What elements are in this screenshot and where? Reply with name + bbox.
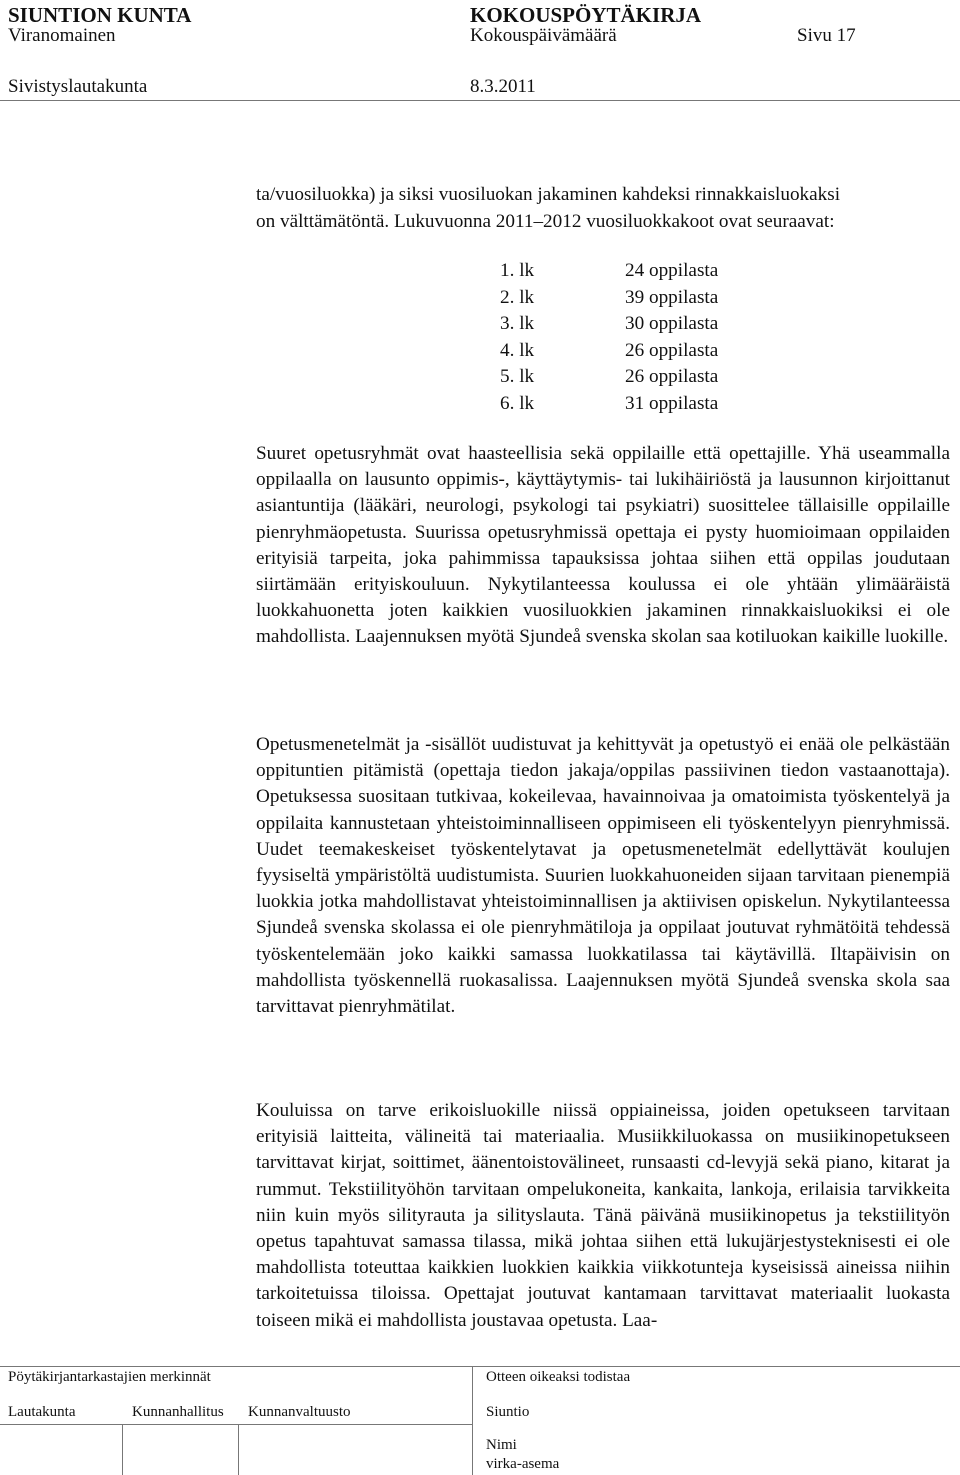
grade: 5. lk [500, 366, 535, 387]
list-item [500, 338, 718, 365]
certified-label: Otteen oikeaksi todistaa [486, 1369, 631, 1385]
authority-label: Viranomainen [8, 25, 116, 46]
list-item [500, 364, 718, 391]
intro-line-1: ta/vuosiluokka) ja siksi vuosiluokan jakaminen kahdeksi rinnakkaisluokaksi [256, 184, 841, 205]
body-lautakunta: Lautakunta [8, 1404, 76, 1420]
paragraph-class-sizes: Suuret opetusryhmät ovat haasteellisia sekä oppilaille että opettajille. Yhä useammalla oppilaalla on lausunto oppimis-, käyttäytymis- tai lukihäiriöstä ja lausunnon kirjoittanut asiantuntija (lääkäri, neurologi, psykologi tai psykiatri) suosittelee tällaisille oppilaille pienryhmäopetusta. Suurissa opetusryhmissä opettaja ei pysty huomioimaan oppilaiden erityisiä tarpeita, joka pahimmissa tapauksissa johtaa siihen että oppilas joudutaan siirtämään erityiskouluun. Nykytilanteessa koulussa ei ole yhtään ylimääräistä luokkahuonetta joten kaikkien vuosiluokkien jakaminen rinnakkaisluokiksi ei ole mahdollista. Laajennuksen myötä Sjundeå svenska skolan saa kotiluokan kaikille luokille. [256, 443, 950, 648]
organization-name: SIUNTION KUNTA [8, 3, 192, 27]
list-item [500, 285, 718, 312]
pupil-count: 39 oppilasta [625, 286, 719, 308]
list-item [500, 391, 718, 418]
intro-text [256, 181, 950, 235]
authority-name: Sivistyslautakunta [8, 76, 148, 97]
title-label: virka-asema [486, 1456, 560, 1472]
document-type: KOKOUSPÖYTÄKIRJA [470, 3, 702, 27]
list-item [500, 311, 718, 338]
pupil-count: 24 oppilasta [625, 260, 719, 281]
pupil-count: 30 oppilasta [625, 313, 719, 334]
grade: 1. lk [500, 260, 535, 281]
class-size-list [500, 258, 718, 417]
body-kunnanvaltuusto: Kunnanvaltuusto [248, 1404, 351, 1420]
place-name: Siuntio [486, 1404, 530, 1420]
page-number: Sivu 17 [797, 25, 856, 46]
meeting-date: 8.3.2011 [470, 76, 536, 97]
name-label: Nimi [486, 1437, 517, 1453]
footer-mid-rule [0, 1424, 472, 1425]
footer-top-rule [0, 1366, 960, 1367]
grade: 6. lk [500, 392, 535, 414]
header-rule [0, 100, 960, 101]
list-item [500, 258, 718, 285]
pupil-count: 26 oppilasta [625, 366, 719, 387]
paragraph-teaching-methods: Opetusmenetelmät ja -sisällöt uudistuvat ja kehittyvät ja opetustyö ei enää ole pelkästään oppituntien pitämistä (opettaja tiedon jakaja/oppilas passiivinen tiedon vastaanottaja). Opetuksessa suositaan tutkivaa, kokeilevaa, havainnoivaa ja omatoimista työskentelyä ja oppilaita kannustetaan yhteistoiminnalliseen oppimiseen eli työskentelyyn pienryhmissä. Uudet teemakeskeiset työskentelytavat ja opetusmenetelmät edellyttävät koulujen fyysiseltä ympäristöltä uudistumista. Suurien luokkahuoneiden sijaan tarvitaan pienempiä luokkia jotka mahdollistavat yhteistoiminnallisen ja aktiivisen opiskelun. Nykytilanteessa Sjundeå svenska skolassa ei ole pienryhmätiloja ja oppilaat joutuvat ryhmätöitä tehdessä työskentelemään joko kaikki samassa luokkatilassa tai käytävillä. Iltapäivisin on mahdollista työskennellä ruokasalissa. Laajennuksen myötä Sjundeå svenska skola saa tarvittavat pienryhmätilat. [256, 734, 950, 1018]
pupil-count: 31 oppilasta [625, 392, 719, 414]
footer-center-divider [472, 1366, 473, 1475]
grade: 3. lk [500, 313, 535, 334]
date-label: Kokouspäivämäärä [470, 25, 617, 46]
body-kunnanhallitus: Kunnanhallitus [132, 1404, 224, 1420]
checkers-label: Pöytäkirjantarkastajien merkinnät [8, 1369, 211, 1385]
intro-line-2: on välttämätöntä. Lukuvuonna 2011–2012 vuosiluokkakoot ovat seuraavat: [256, 211, 835, 232]
pupil-count: 26 oppilasta [625, 339, 719, 361]
paragraph-special-classrooms: Kouluissa on tarve erikoisluokille niissä oppiaineissa, joiden opetukseen tarvitaan erityisiä laitteita, välineitä tai materiaalia. Musiikkiluokassa on musiikinopetukseen tarvittavat kirjat, soittimet, äänentoistovälineet, runsaasti cd-levyjä sekä piano, kitarat ja rummut. Tekstiilityöhön tarvitaan ompelukoneita, kankaita, lankoja, erilaisia tarvikkeita niin kuin myös silityrauta ja silityslauta. Tänä päivänä musiikinopetus ja tekstiilityön opetus tapahtuvat samassa tilassa, mikä johtaa siihen että lukujärjestysteknisesti ei ole mahdollista toteuttaa kaikkien luokkien kaikkia viikkotunteja kyseisissä aineissa niihin tarkoitetuissa tiloissa. Opettajat joutuvat kantamaan tarvittavat materiaalit luokasta toiseen mikä ei mahdollista joustavaa opetusta. Laa- [256, 1100, 950, 1331]
footer-divider-1 [122, 1424, 123, 1475]
footer-divider-2 [238, 1424, 239, 1475]
grade: 2. lk [500, 286, 535, 308]
grade: 4. lk [500, 339, 535, 361]
